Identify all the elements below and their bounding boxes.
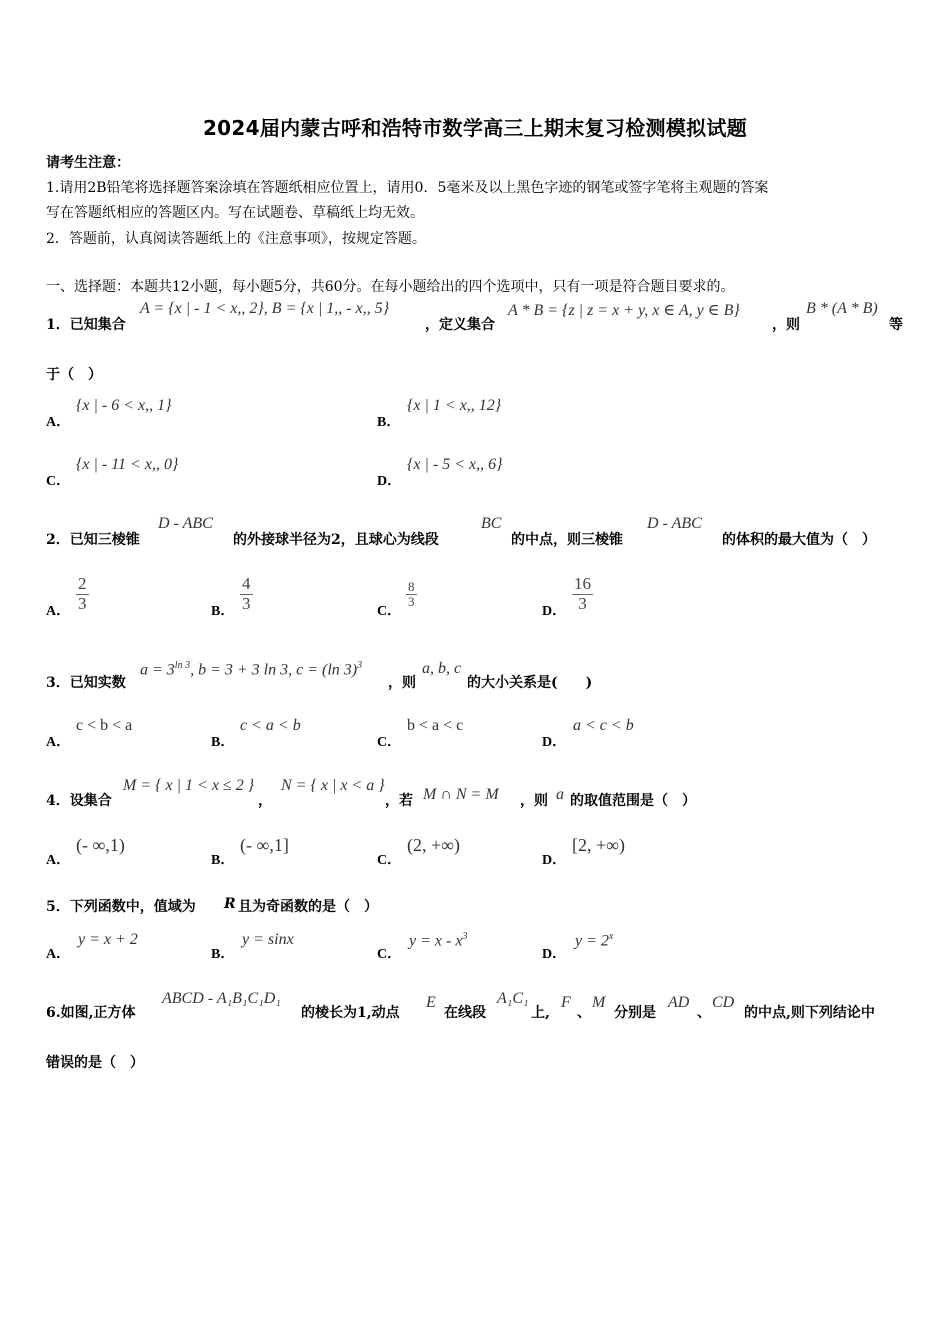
q3-text-2: ，则 <box>388 675 416 691</box>
q4-option-c-label: C． <box>377 853 402 868</box>
q6-text-7: 、 <box>697 1005 711 1021</box>
q6-text-2: 的棱长为1,动点 <box>301 1005 400 1021</box>
q1-option-d-label: D． <box>377 474 402 489</box>
notice-item-1-line-2: 写在答题纸相应的答题区内。写在试题卷、草稿纸上均无效。 <box>46 205 424 221</box>
q3-math-a-exponent: ln 3 <box>174 660 191 671</box>
q3-math-a: a = 3 <box>140 661 175 679</box>
q3-math-abc: a, b, c <box>422 660 462 677</box>
q4-math-n: N = { x | x < a } <box>281 777 385 794</box>
q1-math-sets: A = {x | - 1 < x,, 2}, B = {x | 1,, - x,, 5} <box>140 300 390 317</box>
q2-option-d-fraction <box>572 575 593 613</box>
q1-option-b-value: {x | 1 < x,, 12} <box>407 397 502 414</box>
q2-option-a-numerator: 2 <box>78 574 87 593</box>
page-title: 2024届内蒙古呼和浩特市数学高三上期末复习检测模拟试题 <box>202 116 748 140</box>
q1-text-3: ，则 <box>772 317 800 333</box>
q3-math-c-exponent: 3 <box>357 660 363 671</box>
q2-option-a-denominator: 3 <box>78 593 87 613</box>
q2-option-a-fraction <box>76 575 89 613</box>
q3-option-d-label: D． <box>542 735 567 750</box>
q6-math-e: E <box>426 994 436 1011</box>
q5-option-c-value: y = x - x <box>409 932 463 950</box>
q1-option-c-label: C． <box>46 474 71 489</box>
q6-math-cube: ABCD - A₁B₁C₁D₁ <box>162 990 281 1007</box>
q4-math-a: a <box>556 786 564 803</box>
q2-option-c-fraction <box>406 580 417 610</box>
q1-text-2: ，定义集合 <box>425 317 495 333</box>
q3-text-1: 3．已知实数 <box>46 675 126 691</box>
q6-text-1: 6.如图,正方体 <box>46 1005 136 1021</box>
q1-line-2: 于（ ） <box>46 367 102 383</box>
q6-text-6: 分别是 <box>614 1005 656 1021</box>
q3-math-bc: , b = 3 + 3 ln 3, c = (ln 3) <box>190 661 358 679</box>
q5-option-d-exponent: x <box>608 931 614 942</box>
q2-text-2: 的外接球半径为2，且球心为线段 <box>233 532 439 548</box>
q4-text-3: ，若 <box>385 793 413 809</box>
q5-text-1: 5．下列函数中，值域为 <box>46 899 196 915</box>
q4-math-condition: M ∩ N = M <box>423 786 499 803</box>
q5-option-c-exponent: 3 <box>462 931 468 942</box>
q1-option-d-value: {x | - 5 < x,, 6} <box>407 456 503 473</box>
q6-text-4: 上, <box>531 1005 550 1021</box>
q1-math-define: A * B = {z | z = x + y, x ∈ A, y ∈ B} <box>508 302 740 319</box>
q2-option-a-label: A． <box>46 604 71 619</box>
q5-math-r: R <box>224 896 236 912</box>
q1-option-a-label: A． <box>46 415 71 430</box>
q4-text-5: 的取值范围是（ ） <box>570 793 696 809</box>
q3-option-a-value: c < b < a <box>76 717 133 734</box>
q3-option-c-label: C． <box>377 735 402 750</box>
q5-option-a-label: A． <box>46 947 71 962</box>
q2-text-1: 2．已知三棱锥 <box>46 532 140 548</box>
q1-text-4: 等 <box>889 317 903 333</box>
q2-option-b-numerator: 4 <box>242 574 251 593</box>
q3-text-3: 的大小关系是( ) <box>467 675 593 691</box>
q1-math-target: B * (A * B) <box>806 300 878 317</box>
q2-option-c-numerator: 8 <box>408 579 415 594</box>
q6-math-ad: AD <box>668 994 690 1011</box>
q6-math-f: F <box>561 994 571 1011</box>
q1-option-c-value: {x | - 11 < x,, 0} <box>76 456 179 473</box>
q2-math-3: D - ABC <box>647 515 702 532</box>
q2-option-d-label: D． <box>542 604 567 619</box>
q3-math-values <box>140 660 362 679</box>
q4-math-m: M = { x | 1 < x ≤ 2 } <box>123 777 255 794</box>
q2-option-c-denominator: 3 <box>408 594 415 610</box>
q5-option-c-label: C． <box>377 947 402 962</box>
q2-text-3: 的中点，则三棱锥 <box>511 532 623 548</box>
notice-item-2: 2．答题前，认真阅读答题纸上的《注意事项》，按规定答题。 <box>46 231 426 247</box>
q6-text-8: 的中点,则下列结论中 <box>744 1005 875 1021</box>
q1-option-a-value: {x | - 6 < x,, 1} <box>76 397 172 414</box>
q2-option-d-numerator: 16 <box>574 574 591 593</box>
q3-option-d-value: a < c < b <box>573 717 634 734</box>
q5-option-c-formula <box>409 931 467 950</box>
q2-option-c-label: C． <box>377 604 402 619</box>
q3-option-b-label: B． <box>211 735 235 750</box>
section-heading: 一、选择题：本题共12小题，每小题5分，共60分。在每小题给出的四个选项中，只有一项是符合题目要求的。 <box>46 279 735 295</box>
q6-math-segment: A₁C₁ <box>497 990 529 1007</box>
q5-option-b-label: B． <box>211 947 235 962</box>
q3-option-c-value: b < a < c <box>407 717 464 734</box>
q4-text-4: ，则 <box>520 793 548 809</box>
q4-text-1: 4．设集合 <box>46 793 112 809</box>
q4-option-b-value: (- ∞,1] <box>240 835 289 855</box>
q4-option-c-value: (2, +∞) <box>407 835 460 855</box>
notice-heading: 请考生注意： <box>46 155 130 171</box>
q2-option-b-label: B． <box>211 604 235 619</box>
q3-option-a-label: A． <box>46 735 71 750</box>
q5-text-2: 且为奇函数的是（ ） <box>238 899 378 915</box>
q5-option-a-value: y = x + 2 <box>78 931 138 948</box>
q3-option-b-value: c < a < b <box>240 717 301 734</box>
q4-option-d-label: D． <box>542 853 567 868</box>
q2-option-b-fraction <box>240 575 253 613</box>
notice-item-1-line-1: 1.请用2B铅笔将选择题答案涂填在答题纸相应位置上，请用0．5毫米及以上黑色字迹的钢笔或签字笔将主观题的答案 <box>46 180 769 196</box>
q4-text-2: ， <box>258 793 272 809</box>
q6-math-m: M <box>592 994 606 1011</box>
q5-option-d-formula <box>575 931 613 950</box>
q2-option-b-denominator: 3 <box>242 593 251 613</box>
q2-math-1: D - ABC <box>158 515 213 532</box>
q6-text-5: 、 <box>577 1005 591 1021</box>
q2-text-4: 的体积的最大值为（ ） <box>722 532 876 548</box>
q1-text-1: 1．已知集合 <box>46 317 126 333</box>
q6-math-cd: CD <box>712 994 735 1011</box>
q6-line-2: 错误的是（ ） <box>46 1055 144 1071</box>
q6-text-3: 在线段 <box>444 1005 486 1021</box>
q2-option-d-denominator: 3 <box>578 593 587 613</box>
q4-option-a-label: A． <box>46 853 71 868</box>
q4-option-b-label: B． <box>211 853 235 868</box>
q5-option-d-label: D． <box>542 947 567 962</box>
q4-option-a-value: (- ∞,1) <box>76 835 125 855</box>
q1-option-b-label: B． <box>377 415 401 430</box>
q2-math-2: BC <box>481 515 502 532</box>
q4-option-d-value: [2, +∞) <box>572 835 625 855</box>
q5-option-d-value: y = 2 <box>575 932 609 950</box>
q5-option-b-value: y = sinx <box>242 931 294 948</box>
